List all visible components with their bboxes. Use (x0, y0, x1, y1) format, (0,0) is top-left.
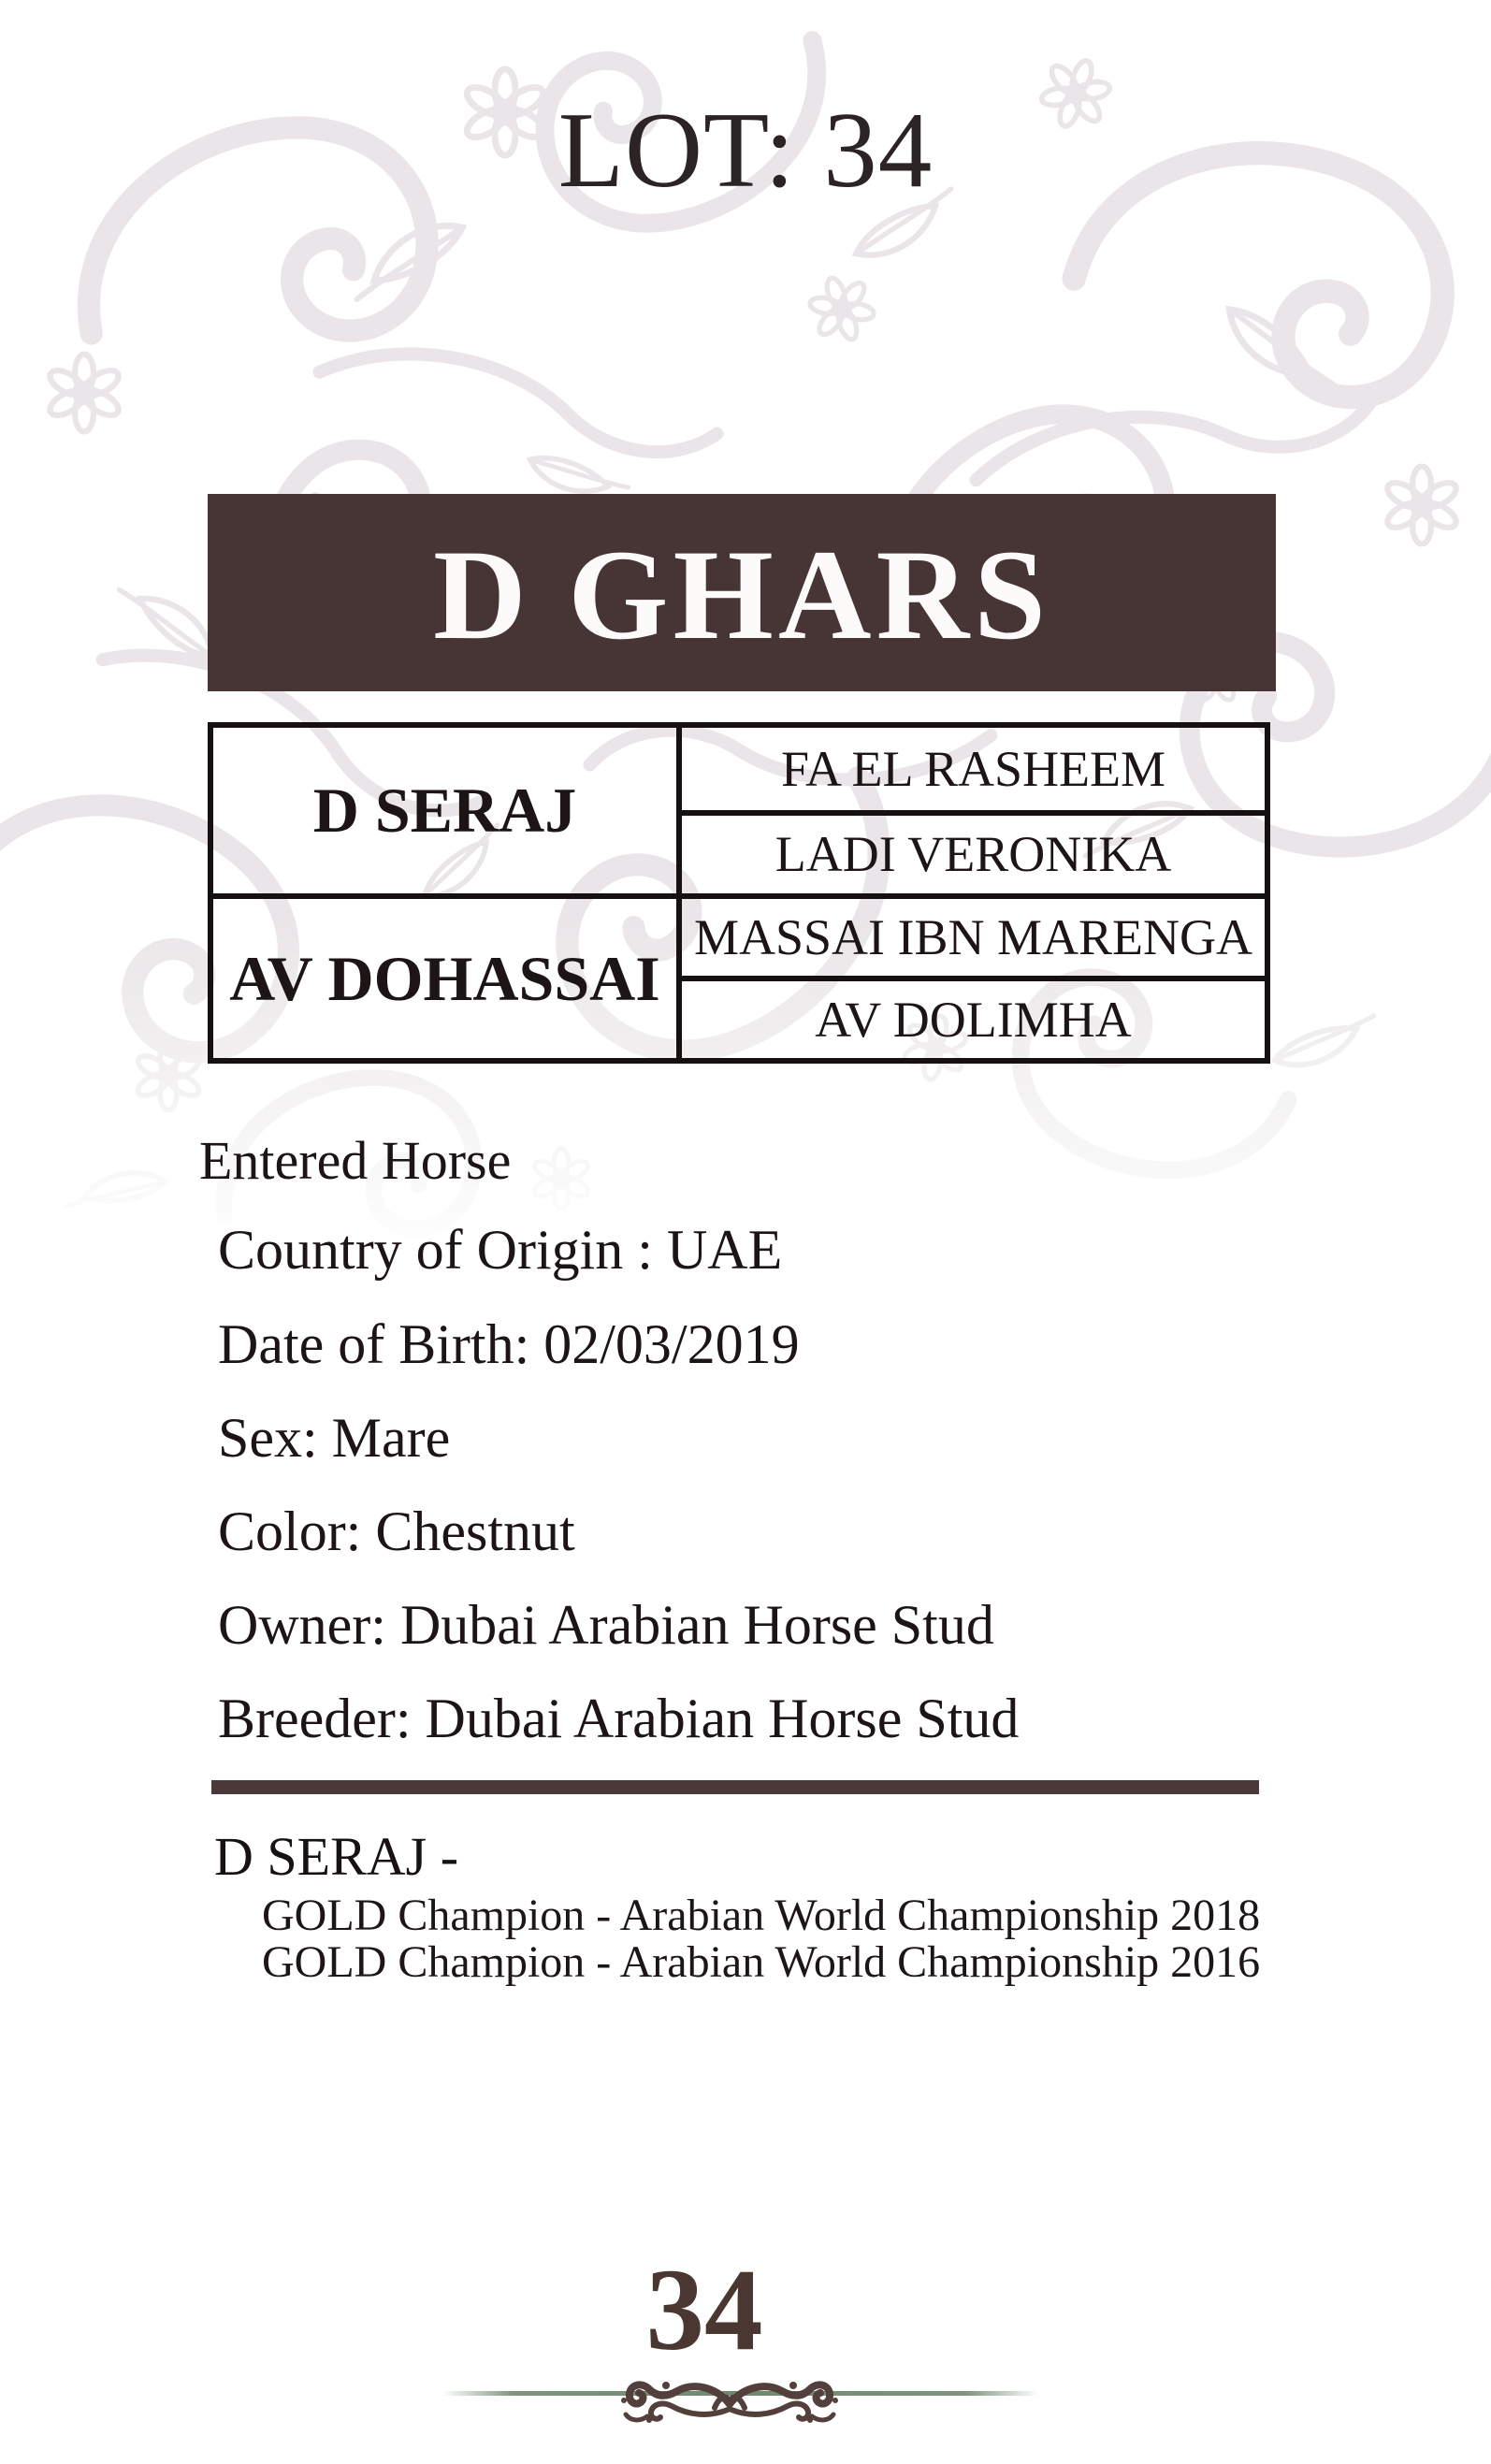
detail-breeder: Breeder: Dubai Arabian Horse Stud (218, 1688, 1020, 1749)
horse-name-banner (208, 494, 1276, 691)
detail-date-of-birth: Date of Birth: 02/03/2019 (218, 1313, 800, 1375)
detail-owner: Owner: Dubai Arabian Horse Stud (218, 1594, 994, 1656)
sire-name-heading: D SERAJ - (214, 1826, 459, 1887)
detail-sex: Sex: Mare (218, 1407, 451, 1469)
pedigree-dam-cell: AV DOHASSAI (213, 893, 682, 1059)
horse-name: D GHARS (433, 522, 1050, 666)
detail-country-of-origin: Country of Origin : UAE (218, 1219, 783, 1281)
pedigree-sire-cell: D SERAJ (213, 728, 682, 893)
detail-color: Color: Chestnut (218, 1500, 575, 1562)
pedigree-table (208, 722, 1270, 1064)
pedigree-dam-sire-cell: MASSAI IBN MARENGA (682, 893, 1265, 976)
section-divider (211, 1780, 1259, 1794)
pedigree-sire-dam-cell: LADI VERONIKA (682, 810, 1265, 892)
sire-achievement-2018: GOLD Champion - Arabian World Championship 2018 (262, 1891, 1261, 1940)
sire-achievement-2016: GOLD Champion - Arabian World Championship 2016 (262, 1937, 1261, 1987)
footer-flourish-ornament (617, 2363, 842, 2438)
lot-number-title: LOT: 34 (557, 91, 934, 210)
entered-horse-heading: Entered Horse (199, 1130, 512, 1191)
pedigree-sire-sire-cell: FA EL RASHEEM (780, 741, 1166, 798)
page-number: 34 (645, 2246, 763, 2375)
pedigree-dam-dam-cell: AV DOLIMHA (682, 976, 1265, 1058)
